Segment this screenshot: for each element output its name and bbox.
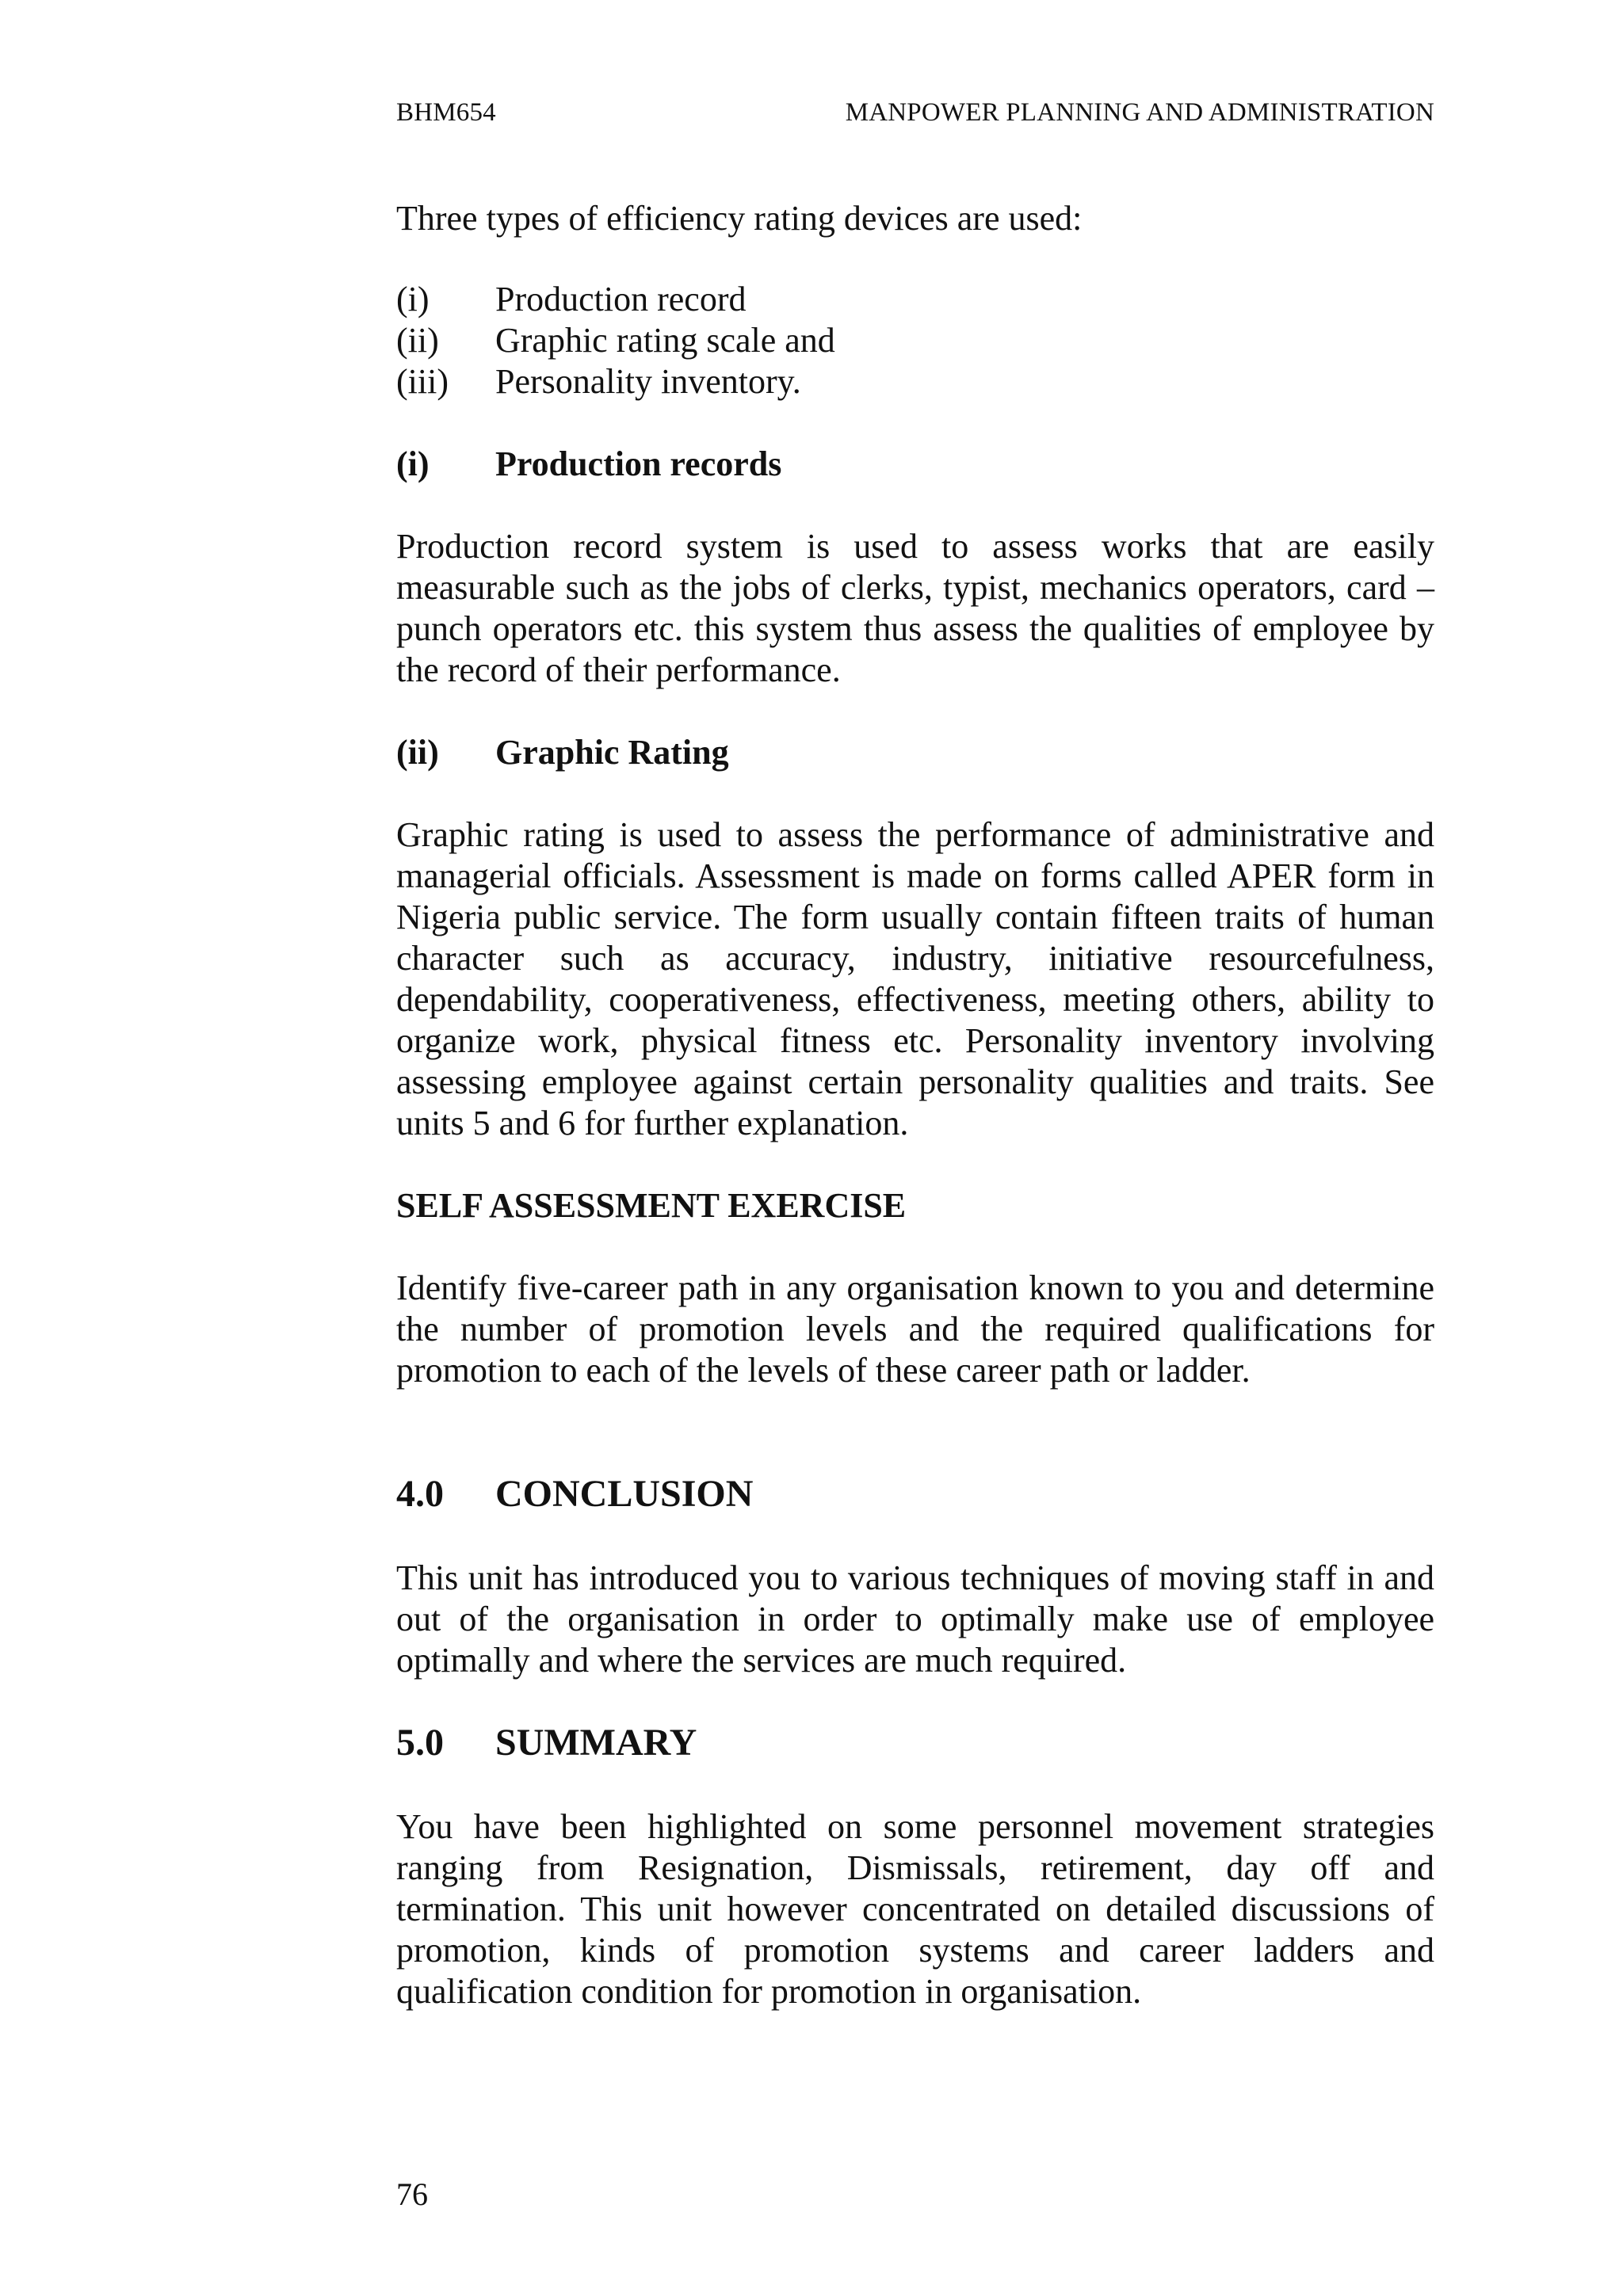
list-item-text: Personality inventory. xyxy=(495,362,801,401)
self-assessment-heading xyxy=(396,1185,1434,1226)
graphic-rating-paragraph: Graphic rating is used to assess the performance of administrative and managerial officials. Assessment is made on forms called APER form in Nigeria public service. The form usually contain fifteen traits of human character such as accuracy, industry, initiative resourcefulness, dependability, cooperativeness, effectiveness, meeting others, ability to organize work, physical fitness etc. Personality inventory involving assessing employee against certain personality qualities and traits. See units 5 and 6 for further explanation. xyxy=(396,815,1434,1142)
intro-block xyxy=(396,198,1434,239)
list-item-number: (i) xyxy=(396,280,430,318)
subheading-number: (ii) xyxy=(396,733,439,772)
summary-section xyxy=(396,1806,1434,2012)
course-code: BHM654 xyxy=(396,98,496,127)
list-item-text: Production record xyxy=(495,280,747,318)
graphic-rating-section xyxy=(396,814,1434,1144)
conclusion-paragraph: This unit has introduced you to various techniques of moving staff in and out of the organisation in order to optimally make use of employee optimally and where the services are much required. xyxy=(396,1558,1434,1680)
graphic-rating-heading xyxy=(396,732,1434,773)
list-item-number: (ii) xyxy=(396,321,439,360)
course-title: MANPOWER PLANNING AND ADMINISTRATION xyxy=(845,98,1434,127)
section-title: CONCLUSION xyxy=(495,1473,754,1515)
production-records-paragraph: Production record system is used to assess works that are easily measurable such as the jobs of clerks, typist, mechanics operators, card – punch operators etc. this system thus assess the qualities of employee by the record of their performance. xyxy=(396,527,1434,689)
self-assessment-section xyxy=(396,1268,1434,1391)
list-item xyxy=(396,320,1434,361)
conclusion-heading xyxy=(396,1472,1434,1516)
subheading-number: (i) xyxy=(396,444,430,483)
conclusion-section xyxy=(396,1558,1434,1681)
page-number: 76 xyxy=(396,2176,428,2212)
production-records-heading xyxy=(396,444,1434,485)
production-records-section xyxy=(396,526,1434,691)
running-header xyxy=(396,98,1434,128)
list-item xyxy=(396,361,1434,402)
device-list xyxy=(396,279,1434,402)
section-number: 5.0 xyxy=(396,1722,444,1764)
list-item xyxy=(396,279,1434,320)
intro-paragraph: Three types of efficiency rating devices are used: xyxy=(396,199,1083,238)
subheading-title: Graphic Rating xyxy=(495,733,729,772)
subheading-title: Production records xyxy=(495,444,782,483)
summary-heading xyxy=(396,1721,1434,1765)
exercise-title: SELF ASSESSMENT EXERCISE xyxy=(396,1186,907,1225)
summary-paragraph: You have been highlighted on some personnel movement strategies ranging from Resignation, Dismissals, retirement, day off and termination. This unit however concentrated on detailed discussions of promotion, kinds of promotion systems and career ladders and qualification condition for promotion in organisation. xyxy=(396,1807,1434,2011)
exercise-paragraph: Identify five-career path in any organisation known to you and determine the number of promotion levels and the required qualifications for promotion to each of the levels of these career path or ladder. xyxy=(396,1268,1434,1390)
section-number: 4.0 xyxy=(396,1473,444,1515)
section-title: SUMMARY xyxy=(495,1722,697,1764)
list-item-text: Graphic rating scale and xyxy=(495,321,835,360)
list-item-number: (iii) xyxy=(396,362,449,401)
